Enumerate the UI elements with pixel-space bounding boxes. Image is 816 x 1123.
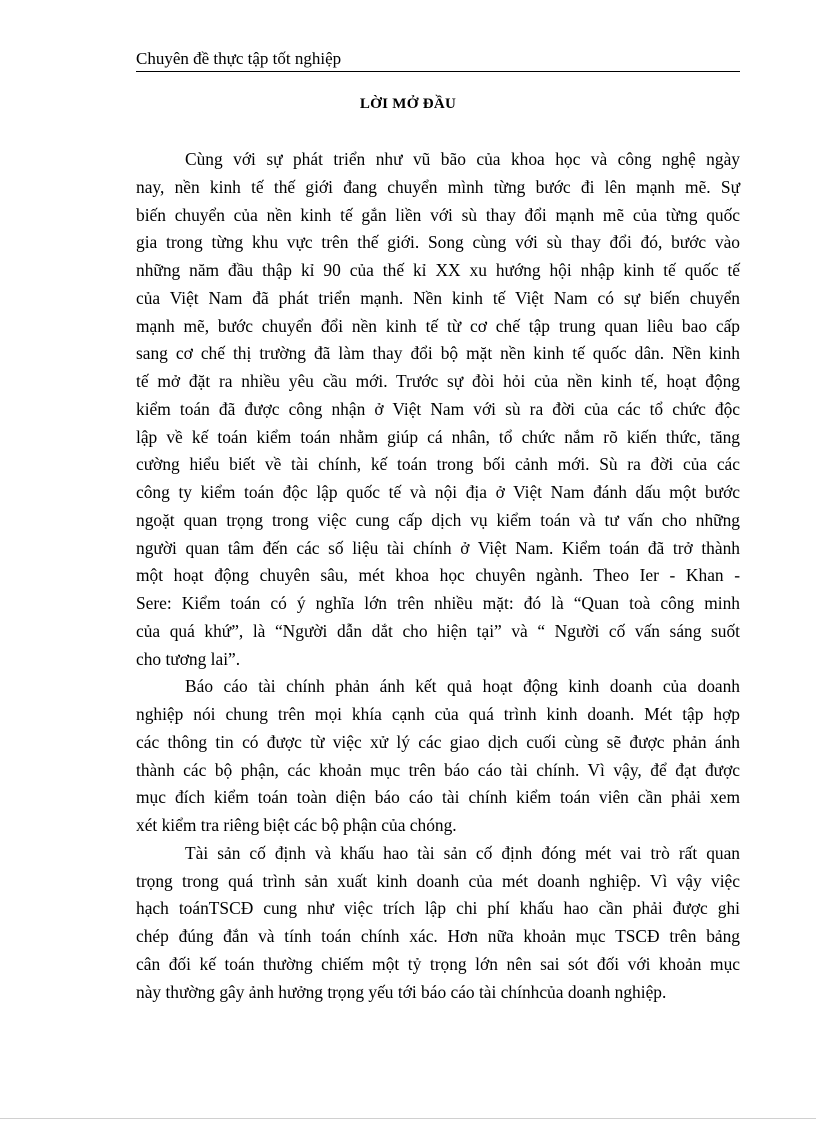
text-line: xét kiểm tra riêng biệt các bộ phận của chóng. — [136, 815, 457, 835]
text-line: nghiệp nói chung trên mọi khía cạnh của quá trình kinh doanh. Mét tập hợp — [136, 704, 740, 724]
text-line: lập về kế toán kiểm toán nhằm giúp cá nhân, tổ chức nắm rõ kiến thức, tăng — [136, 426, 740, 447]
text-line: Báo cáo tài chính phản ánh kết quả hoạt động kinh doanh của doanh — [185, 676, 740, 697]
text-line: cường hiểu biết về tài chính, kế toán trong bối cảnh mới. Sù ra đời của các — [136, 454, 740, 475]
header-title: Chuyên đề thực tập tốt nghiệp — [136, 49, 342, 68]
text-line: thành các bộ phận, các khoản mục trên báo cáo tài chính. Vì vậy, để đạt được — [136, 759, 740, 780]
text-line: công ty kiểm toán độc lập quốc tế và nội địa ở Việt Nam đánh dấu một bước — [136, 482, 740, 502]
text-line: trọng trong quá trình sản xuất kinh doanh của mét doanh nghiệp. Vì vậy việc — [136, 870, 740, 891]
text-line: kiểm toán đã được công nhận ở Việt Nam với sù ra đời của các tổ chức độc — [136, 398, 740, 419]
text-line: chép đúng đắn và tính toán chính xác. Hơn nữa khoản mục TSCĐ trên bảng — [136, 926, 740, 946]
paragraph-1 — [136, 146, 740, 673]
body-text — [136, 146, 740, 1006]
page-header — [136, 48, 740, 72]
text-line: hạch toánTSCĐ cung như việc trích lập chi phí khấu hao cần phải được ghi — [136, 898, 740, 919]
text-line: Sere: Kiểm toán có ý nghĩa lớn trên nhiều mặt: đó là “Quan toà công minh — [136, 593, 740, 613]
text-line: của Việt Nam đã phát triển mạnh. Nền kinh tế Việt Nam có sự biến chuyển — [136, 287, 740, 308]
paragraph-3 — [136, 840, 740, 1007]
text-line: sang cơ chế thị trường đã làm thay đổi bộ mặt nền kinh tế quốc dân. Nền kinh — [136, 343, 740, 364]
text-line: cân đối kế toán thường chiếm một tỷ trọng lớn nên sai sót đối với khoản mục — [136, 953, 740, 974]
text-line: người quan tâm đến các số liệu tài chính ở Việt Nam. Kiểm toán đã trở thành — [136, 537, 740, 558]
text-line: của quá khứ”, là “Người dẫn dắt cho hiện tại” và “ Người cố vấn sáng suốt — [136, 620, 740, 641]
text-line: những năm đầu thập kỉ 90 của thế kỉ XX xu hướng hội nhập kinh tế quốc tế — [136, 260, 740, 280]
text-line: một hoạt động chuyên sâu, mét khoa học chuyên ngành. Theo Ier - Khan - — [136, 565, 740, 586]
paragraph-2 — [136, 673, 740, 840]
text-line: Cùng với sự phát triển như vũ bão của khoa học và công nghệ ngày — [185, 149, 740, 169]
text-line: nay, nền kinh tế thế giới đang chuyển mình từng bước đi lên mạnh mẽ. Sự — [136, 176, 740, 197]
text-line: tế mở đặt ra nhiều yêu cầu mới. Trước sự đòi hỏi của nền kinh tế, hoạt động — [136, 371, 740, 391]
text-line: mạnh mẽ, bước chuyển đổi nền kinh tế từ cơ chế tập trung quan liêu bao cấp — [136, 315, 740, 336]
text-line: mục đích kiểm toán toàn diện báo cáo tài chính kiểm toán viên cần phải xem — [136, 787, 740, 808]
page-bottom-divider — [0, 1118, 816, 1119]
text-line: biến chuyển của nền kinh tế gắn liền với sù thay đổi mạnh mẽ của từng quốc — [136, 204, 740, 225]
text-line: các thông tin có được từ việc xử lý các giao dịch cuối cùng sẽ được phản ánh — [136, 731, 740, 752]
text-line: Tài sản cố định và khấu hao tài sản cố định đóng mét vai trò rất quan — [185, 842, 740, 863]
section-heading: LỜI MỞ ĐẦU — [359, 96, 457, 112]
text-line: gia trong từng khu vực trên thế giới. Song cùng với sù thay đổi đó, bước vào — [136, 232, 740, 253]
text-line: ngoặt quan trọng trong việc cung cấp dịch vụ kiểm toán và tư vấn cho những — [136, 509, 740, 530]
text-line: cho tương lai”. — [136, 648, 241, 669]
text-line: này thường gây ảnh hưởng trọng yếu tới báo cáo tài chínhcủa doanh nghiệp. — [136, 981, 667, 1002]
